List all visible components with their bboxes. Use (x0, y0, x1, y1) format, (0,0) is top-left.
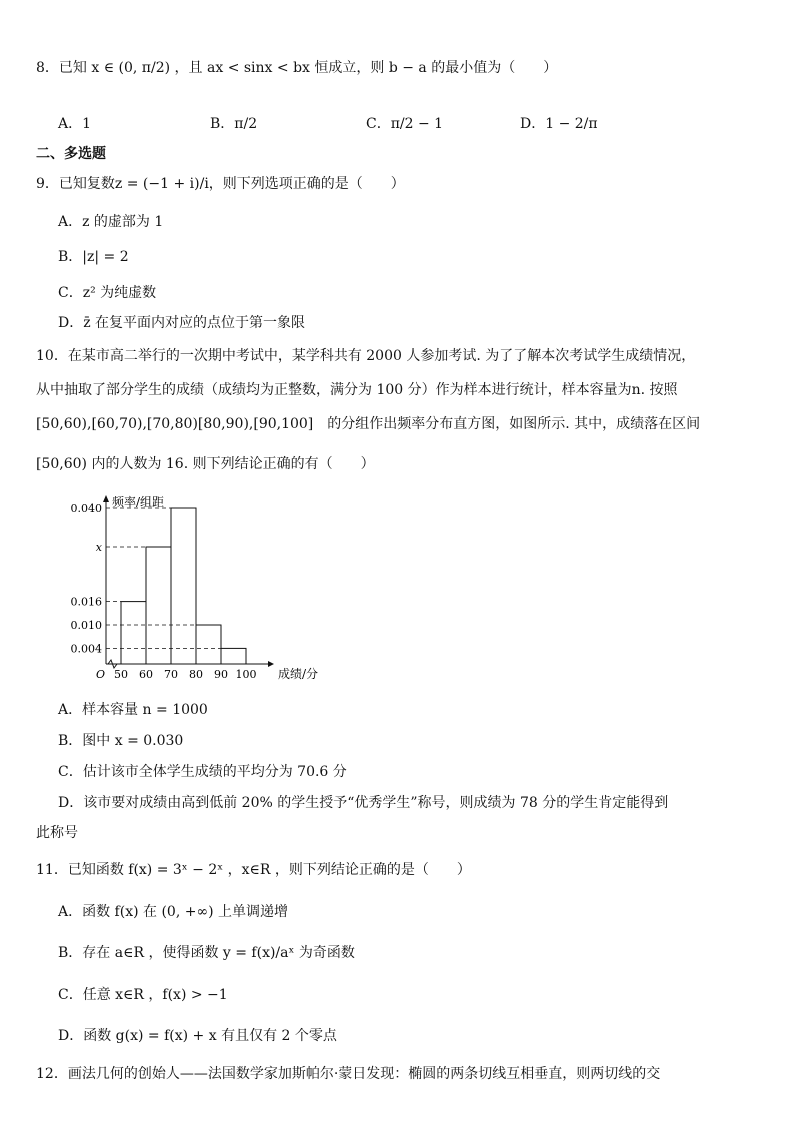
x-axis-label: 成绩/分 (278, 667, 319, 681)
y-tick-label: 0.004 (70, 642, 102, 656)
q12-stem: 12．画法几何的创始人——法国数学家加斯帕尔·蒙日发现：椭圆的两条切线互相垂直，则两切线的交 (36, 1066, 661, 1082)
q10-line-2: 从中抽取了部分学生的成绩（成绩均为正整数，满分为 100 分）作为样本进行统计，样本容量为n. 按照 (36, 382, 678, 398)
histogram-bar (221, 648, 246, 664)
q10-option-a: A．样本容量 n = 1000 (58, 702, 208, 718)
q10-option-c: C．估计该市全体学生成绩的平均分为 70.6 分 (58, 764, 347, 780)
y-tick-label: x (95, 541, 102, 554)
q10-line-4: [50,60) 内的人数为 16. 则下列结论正确的有（ ） (36, 456, 375, 472)
q11-stem: 11．已知函数 f(x) = 3ˣ − 2ˣ ，x∈R ，则下列结论正确的是（ ） (36, 862, 471, 878)
q9-option-c: C．z² 为纯虚数 (58, 285, 157, 301)
y-axis-label: 频率/组距 (112, 495, 165, 509)
q11-option-a: A．函数 f(x) 在 (0, +∞) 上单调递增 (58, 904, 289, 920)
q8-option-d: D．1 − 2/π (520, 116, 598, 132)
q10-line-1: 10．在某市高二举行的一次期中考试中，某学科共有 2000 人参加考试. 为了了解本次考试学生成绩情况， (36, 348, 696, 364)
x-tick-label: 90 (214, 668, 228, 681)
q9-option-d: D．z̄ 在复平面内对应的点位于第一象限 (58, 315, 306, 331)
x-axis-arrow (268, 661, 274, 667)
y-tick-label: 0.010 (70, 619, 102, 632)
x-tick-label: 80 (189, 668, 203, 681)
q8-stem (36, 58, 557, 78)
y-tick-label: 0.040 (70, 502, 102, 515)
origin-label: O (96, 668, 106, 681)
histogram-bar (121, 602, 146, 664)
frequency-histogram (50, 488, 340, 688)
q8-stem-suffix: ，且 ax < sinx < bx 恒成立，则 b − a 的最小值为（ ） (174, 60, 558, 76)
q10-option-d-continued: 此称号 (36, 825, 78, 841)
x-tick-label: 70 (164, 668, 178, 681)
q8-interval: x ∈ (0, π/2) (91, 60, 171, 76)
y-tick-label: 0.016 (70, 595, 102, 609)
histogram-bar (146, 547, 171, 664)
q11-option-c: C．任意 x∈R ，f(x) > −1 (58, 987, 228, 1003)
q9-option-a: A．z 的虚部为 1 (58, 214, 164, 230)
histogram-bar (171, 508, 196, 664)
q10-option-b: B．图中 x = 0.030 (58, 733, 184, 749)
q9-stem: 9．已知复数z = (−1 + i)/i，则下列选项正确的是（ ） (36, 176, 405, 192)
q9-option-b: B．|z| = 2 (58, 249, 129, 265)
section-heading: 二、多选题 (36, 146, 106, 162)
histogram-bar (196, 625, 221, 664)
x-tick-label: 100 (235, 668, 257, 681)
q10-line-3: [50,60),[60,70),[70,80)[80,90),[90,100] 的分组作出频率分布直方图，如图所示. 其中，成绩落在区间 (36, 416, 701, 432)
q9-expression: z = (−1 + i)/i (114, 176, 209, 192)
x-tick-label: 60 (139, 668, 153, 681)
q8-option-a: A．1 (58, 116, 92, 132)
y-axis-arrow (103, 495, 109, 502)
q10-option-d: D．该市要对成绩由高到低前 20% 的学生授予“优秀学生”称号，则成绩为 78 分的学生肯定能得到 (58, 795, 669, 811)
q8-option-b: B．π/2 (210, 116, 258, 132)
x-tick-label: 50 (114, 668, 128, 681)
q11-option-b: B．存在 a∈R ，使得函数 y = f(x)/aˣ 为奇函数 (58, 945, 355, 961)
q8-option-c: C．π/2 − 1 (366, 116, 444, 132)
q11-option-d: D．函数 g(x) = f(x) + x 有且仅有 2 个零点 (58, 1028, 337, 1044)
q8-stem-prefix: 8．已知 (36, 60, 87, 76)
